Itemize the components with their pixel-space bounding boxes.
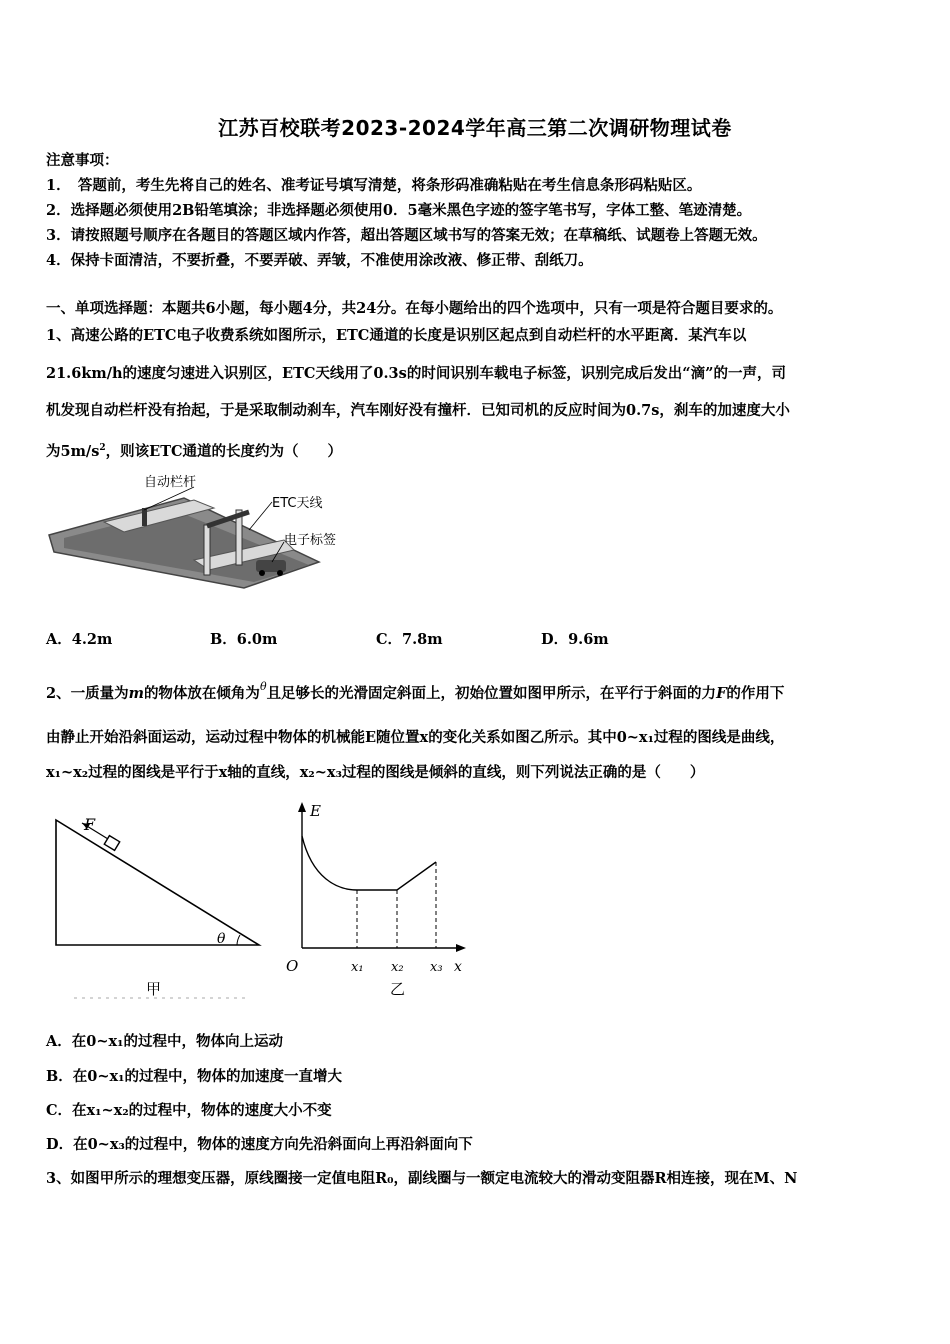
notice-item-1: 1． 答题前，考生先将自己的姓名、准考证号填写清楚，将条形码准确粘贴在考生信息条形码粘贴区。 [46, 177, 702, 194]
q2-theta-symbol: θ [259, 680, 267, 693]
figure-yi-caption: 乙 [390, 980, 406, 998]
q2-line-3: x₁~x₂过程的图线是平行于x轴的直线，x₂~x₃过程的图线是倾斜的直线，则下列说法正确的是（ ） [46, 764, 705, 781]
notice-item-3: 3．请按照题号顺序在各题目的答题区域内作答，超出答题区域书写的答案无效；在草稿纸、试题卷上答题无效。 [46, 227, 767, 244]
q1-option-d[interactable]: D．9.6m [541, 631, 609, 648]
q3-line-1: 3、如图甲所示的理想变压器，原线圈接一定值电阻R₀，副线圈与一额定电流较大的滑动变阻器R相连接，现在M、N [46, 1170, 798, 1187]
x-axis-label: x [454, 959, 462, 975]
q2-option-a[interactable]: A．在0~x₁的过程中，物体向上运动 [46, 1033, 283, 1050]
q1-line-4-post: ，则该ETC通道的长度约为（ ） [105, 442, 343, 460]
x1-label: x₁ [351, 960, 364, 975]
q1-line-4 [46, 439, 342, 461]
notice-heading: 注意事项： [46, 152, 119, 169]
q2-force-symbol: F [716, 685, 727, 702]
angle-arc [237, 935, 240, 945]
notice-item-2: 2．选择题必须使用2B铅笔填涂；非选择题必须使用0．5毫米黑色字迹的签字笔书写，字体工整、笔迹清楚。 [46, 202, 752, 219]
etc-car-wheel [277, 570, 283, 576]
q2-line-1-b: 的物体放在倾角为 [143, 685, 260, 702]
q2-line-2: 由静止开始沿斜面运动，运动过程中物体的机械能E随位置x的变化关系如图乙所示。其中0~x₁过程的图线是曲线， [46, 729, 785, 746]
x2-label: x₂ [391, 960, 404, 975]
q2-line-1-a: 2、一质量为 [46, 685, 129, 702]
q1-line-4-pre: 为5m/s [46, 442, 100, 460]
q2-line-1 [46, 678, 784, 703]
e-axis-label: E [310, 802, 321, 820]
etc-antenna-pointer [249, 502, 272, 530]
etc-barrier-label: 自动栏杆 [144, 475, 197, 490]
q2-mass-symbol: m [128, 685, 144, 702]
q2-line-1-c: 且足够长的光滑固定斜面上，初始位置如图甲所示，在平行于斜面的力 [266, 685, 717, 702]
q2-line-1-d: 的作用下 [726, 685, 785, 702]
q1-option-c[interactable]: C．7.8m [376, 631, 443, 648]
page-title: 江苏百校联考2023-2024学年高三第二次调研物理试卷 [218, 116, 732, 140]
section-heading: 一、单项选择题：本题共6小题，每小题4分，共24分。在每小题给出的四个选项中，只有一项是符合题目要求的。 [46, 300, 783, 317]
etc-tag-label: 电子标签 [284, 533, 337, 548]
etc-barrier-post [142, 508, 147, 526]
x-axis-arrow [456, 944, 466, 952]
angle-label: θ [217, 931, 226, 947]
x3-label: x₃ [430, 960, 443, 975]
q2-option-b[interactable]: B．在0~x₁的过程中，物体的加速度一直增大 [46, 1068, 342, 1085]
figure-jia-caption: 甲 [146, 980, 162, 998]
etc-figure [44, 470, 344, 595]
etc-car [256, 560, 286, 572]
e-axis-arrow [298, 802, 306, 812]
q2-option-c[interactable]: C．在x₁~x₂的过程中，物体的速度大小不变 [46, 1102, 332, 1119]
q1-line-3: 机发现自动栏杆没有抬起，于是采取制动刹车，汽车刚好没有撞杆．已知司机的反应时间为0.7s，刹车的加速度大小 [46, 402, 790, 419]
q1-line-1: 1、高速公路的ETC电子收费系统如图所示，ETC通道的长度是识别区起点到自动栏杆的水平距离．某汽车以 [46, 327, 747, 344]
etc-car-wheel [259, 570, 265, 576]
etc-gantry-left [204, 525, 210, 575]
notice-item-4: 4．保持卡面清洁，不要折叠，不要弄破、弄皱，不准使用涂改液、修正带、刮纸刀。 [46, 252, 593, 269]
origin-label: O [286, 957, 299, 975]
force-label: F [84, 815, 96, 834]
q1-line-2: 21.6km/h的速度匀速进入识别区，ETC天线用了0.3s的时间识别车载电子标签，识别完成后发出“滴”的一声，司 [46, 365, 786, 382]
incline-triangle [56, 820, 259, 945]
energy-curve [302, 836, 436, 890]
q1-option-b[interactable]: B．6.0m [210, 631, 278, 648]
etc-antenna-label: ETC天线 [272, 496, 323, 511]
energy-graph [282, 798, 472, 1003]
incline-figure [44, 808, 274, 1003]
q1-line-4-sup: 2 [99, 443, 106, 453]
q1-option-a[interactable]: A．4.2m [46, 631, 113, 648]
q2-option-d[interactable]: D．在0~x₃的过程中，物体的速度方向先沿斜面向上再沿斜面向下 [46, 1136, 473, 1153]
